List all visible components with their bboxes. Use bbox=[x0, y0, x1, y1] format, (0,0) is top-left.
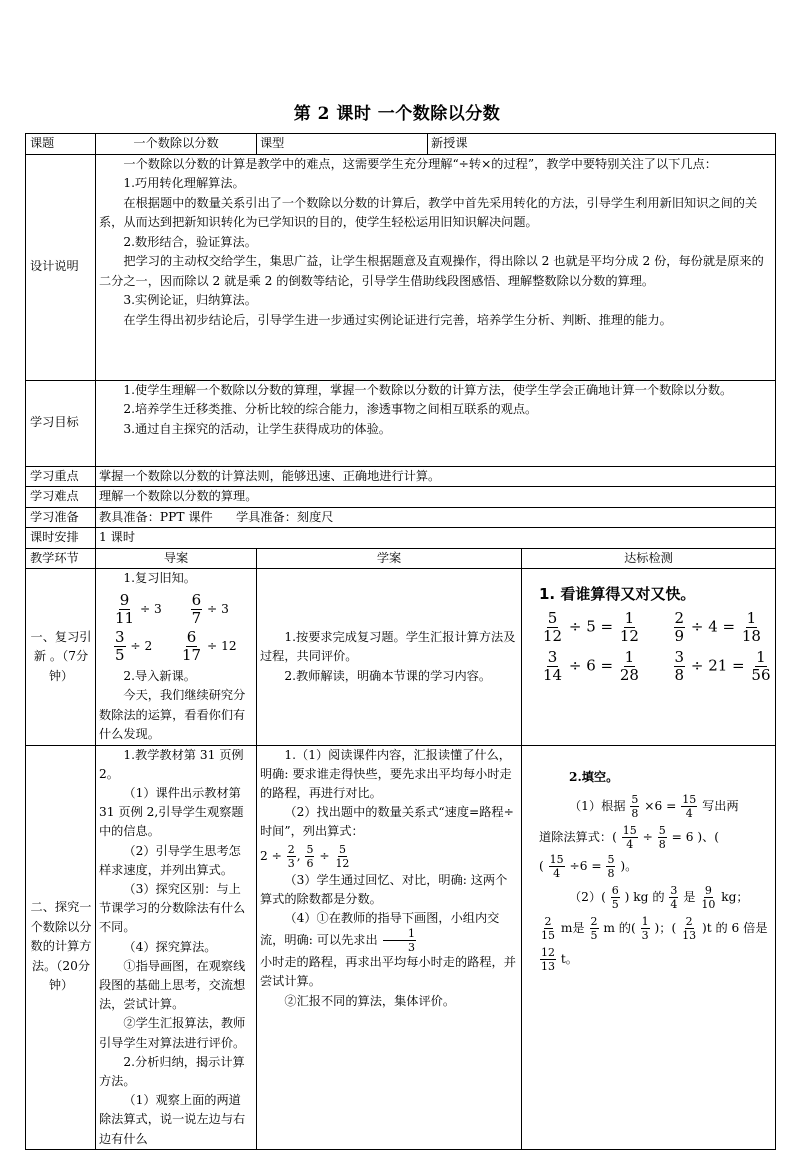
study-line-4b: 小时走的路程，再求出平均每小时走的路程，并尝试计算。 bbox=[260, 955, 516, 989]
fill-1a: （1）根据 bbox=[569, 798, 626, 813]
review-op-3: ÷ 2 bbox=[130, 638, 153, 653]
fill-2f: m 的( bbox=[603, 920, 636, 935]
fill-2g: )；( bbox=[654, 920, 677, 935]
fraction-6-7: $\frac{6}{7}$ bbox=[191, 590, 202, 627]
col-guide: 导案 bbox=[96, 548, 257, 569]
fraction-1-56: $\frac{1}{56}$ bbox=[751, 647, 771, 684]
prep-value: 教具准备：PPT 课件 学具准备：刻度尺 bbox=[96, 507, 776, 528]
col-study: 学案 bbox=[257, 548, 522, 569]
fraction-15-4-c: $\frac{15}{4}$ bbox=[549, 852, 564, 880]
fill-1d: )、( bbox=[697, 829, 720, 844]
fraction-6-5: $\frac{6}{5}$ bbox=[611, 883, 619, 911]
check-row-2 bbox=[541, 647, 772, 684]
guide-line-9: （1）观察上面的两道除法算式，说一说左边与右边有什么 bbox=[99, 1093, 246, 1146]
check-op-2: ÷ 4 = bbox=[690, 617, 736, 635]
page-title: 第 2 课时 一个数除以分数 bbox=[293, 104, 501, 124]
study-line-5: ②汇报不同的算法，集体评价。 bbox=[284, 993, 456, 1008]
study-expressions: 2 ÷ $\frac{2}{3}$ , $\frac{5}{6}$ ÷ $\frac{5}{12}$ bbox=[260, 842, 350, 870]
difficulty-row bbox=[26, 487, 776, 508]
fraction-3-4: $\frac{3}{4}$ bbox=[670, 883, 678, 911]
study-line-4a: （4）①在教师的指导下画图，小组内交流，明确: 可以先求出 bbox=[260, 910, 500, 948]
check-title: 1. 看谁算得又对又快。 bbox=[539, 585, 696, 603]
fraction-5-8: $\frac{5}{8}$ bbox=[631, 792, 639, 820]
section1-study-1: 1.按要求完成复习题。学生汇报计算方法及过程，共同评价。 bbox=[260, 629, 516, 663]
topic-value: 一个数除以分数 bbox=[96, 134, 257, 155]
fill-1b: 写出两 bbox=[702, 798, 739, 813]
fill-title: 2.填空。 bbox=[569, 769, 619, 784]
fraction-1-28: $\frac{1}{28}$ bbox=[619, 647, 639, 684]
fill-2a: （2）( bbox=[569, 889, 606, 904]
fraction-3-14: $\frac{3}{14}$ bbox=[543, 647, 563, 684]
review-problems-row-1 bbox=[113, 590, 253, 627]
intro-paragraph: 今天，我们继续研究分数除法的运算，看看你们有什么发现。 bbox=[99, 688, 246, 741]
check-op-1: ÷ 5 = bbox=[568, 617, 614, 635]
lesson-plan-table bbox=[25, 133, 776, 1150]
section1-check bbox=[522, 569, 776, 746]
fraction-3-5: $\frac{3}{5}$ bbox=[115, 627, 125, 664]
prep-label: 学习准备 bbox=[26, 507, 96, 528]
topic-row bbox=[26, 134, 776, 155]
topic-label: 课题 bbox=[26, 134, 96, 155]
fraction-1-3-b: $\frac{1}{3}$ bbox=[641, 914, 649, 942]
fraction-1-3: $\frac{1}{3}$ bbox=[383, 928, 416, 953]
fraction-1-18: $\frac{1}{18}$ bbox=[741, 608, 761, 645]
fill-line-5 bbox=[539, 916, 772, 941]
fraction-9-10: $\frac{9}{10}$ bbox=[701, 883, 716, 911]
study-line-3: （3）学生通过回忆、对比，明确: 这两个算式的除数都是分数。 bbox=[260, 872, 508, 906]
design-row bbox=[26, 154, 776, 380]
fill-2c: 是 bbox=[683, 889, 696, 904]
study-line-1: 1.（1）阅读课件内容，汇报读懂了什么，明确: 要求谁走得快些，要先求出平均每小时走的路程，再进行对比。 bbox=[260, 747, 512, 800]
design-paragraph-1: 在根据题中的数量关系引出了一个数除以分数的计算后，教学中首先采用转化的方法，引导学生利用新旧知识之间的关系，从而达到把新知识转化为已学知识的目的，使学生轻松运用旧知识解决问题。 bbox=[99, 195, 758, 229]
fraction-5-8-b: $\frac{5}{8}$ bbox=[658, 823, 666, 851]
design-intro: 一个数除以分数的计算是教学中的难点，这需要学生充分理解“÷转×的过程”，教学中要特别关注了以下几点： bbox=[123, 156, 717, 171]
key-point-label: 学习重点 bbox=[26, 466, 96, 487]
fraction-2-15: $\frac{2}{15}$ bbox=[541, 914, 555, 942]
fill-2h: )t 的 6 倍是 bbox=[701, 920, 768, 935]
fill-line-3: ( $\frac{15}{4}$ ÷6 = $\frac{5}{8}$ )。 bbox=[539, 852, 638, 880]
fill-2e: m是 bbox=[560, 920, 585, 935]
design-heading-1: 1.巧用转化理解算法。 bbox=[123, 176, 245, 190]
fill-line-2: 道除法算式：( $\frac{15}{4}$ ÷ $\frac{5}{8}$ = 6 )、( bbox=[539, 823, 720, 851]
review-op-4: ÷ 12 bbox=[206, 638, 237, 653]
fill-line-4 bbox=[569, 885, 772, 910]
guide-line-2: （1）课件出示教材第 31 页例 2,引导学生观察题中的信息。 bbox=[99, 785, 244, 839]
section1-study-2: 2.教师解读，明确本节课的学习内容。 bbox=[284, 668, 492, 683]
fraction-2-9: $\frac{2}{9}$ bbox=[674, 608, 685, 645]
column-header-row bbox=[26, 548, 776, 569]
fraction-15-4-b: $\frac{15}{4}$ bbox=[622, 823, 637, 851]
study-line-2: （2）找出题中的数量关系式“速度=路程÷时间”，列出算式： bbox=[260, 805, 514, 839]
fill-line-1: （1）根据 $\frac{5}{8}$ ×6 = $\frac{15}{4}$ 写出两 bbox=[569, 792, 739, 820]
guide-line-6: ①指导画图，在观察线段图的基础上思考，交流想法，尝试计算。 bbox=[99, 958, 246, 1012]
fill-2d: kg； bbox=[721, 889, 749, 904]
section2-study bbox=[257, 745, 522, 1149]
goal-1: 1.使学生理解一个数除以分数的算理，掌握一个数除以分数的计算方法，使学生学会正确地计算一个数除以分数。 bbox=[123, 382, 733, 397]
check-op-3: ÷ 6 = bbox=[568, 656, 614, 674]
goals-content bbox=[96, 380, 776, 466]
check-row-1 bbox=[541, 608, 772, 645]
section2-stage: 二、探究一个数除以分数的计算方法。（20分钟） bbox=[26, 745, 96, 1149]
section1-stage: 一、复习引 新 。（7分钟） bbox=[26, 569, 96, 746]
guide-line-5: （4）探究算法。 bbox=[123, 939, 217, 954]
review-op-1: ÷ 3 bbox=[139, 601, 162, 616]
section1-guide bbox=[96, 569, 257, 746]
schedule-row bbox=[26, 528, 776, 549]
review-heading: 1.复习旧知。 bbox=[123, 571, 196, 585]
goals-label: 学习目标 bbox=[26, 380, 96, 466]
check-op-4: ÷ 21 = bbox=[690, 656, 745, 674]
goal-2: 2.培养学生迁移类推、分析比较的综合能力，渗透事物之间相互联系的观点。 bbox=[123, 402, 538, 416]
guide-line-3: （2）引导学生思考怎样求速度，并列出算式。 bbox=[99, 843, 241, 877]
key-point-value: 掌握一个数除以分数的计算法则，能够迅速、正确地进行计算。 bbox=[96, 466, 776, 487]
fraction-15-4: $\frac{15}{4}$ bbox=[682, 792, 697, 820]
design-heading-3: 3.实例论证，归纳算法。 bbox=[123, 293, 257, 307]
fraction-12-13: $\frac{12}{13}$ bbox=[541, 945, 555, 973]
col-check: 达标检测 bbox=[522, 548, 776, 569]
guide-line-7: ②学生汇报算法，教师引导学生对算法进行评价。 bbox=[99, 1016, 246, 1050]
fraction-3-8: $\frac{3}{8}$ bbox=[674, 647, 685, 684]
fraction-1-12: $\frac{1}{12}$ bbox=[619, 608, 639, 645]
section1-row bbox=[26, 569, 776, 746]
review-problems-row-2 bbox=[113, 627, 253, 664]
fraction-6-17: $\frac{6}{17}$ bbox=[182, 627, 202, 664]
fraction-5-8-c: $\frac{5}{8}$ bbox=[607, 852, 615, 880]
section2-guide bbox=[96, 745, 257, 1149]
design-content bbox=[96, 154, 776, 380]
fraction-2-3: $\frac{2}{3}$ bbox=[287, 842, 295, 870]
type-value: 新授课 bbox=[428, 134, 776, 155]
schedule-label: 课时安排 bbox=[26, 528, 96, 549]
fraction-9-11: $\frac{9}{11}$ bbox=[115, 590, 135, 627]
fill-line-6 bbox=[539, 947, 772, 972]
col-stage: 教学环节 bbox=[26, 548, 96, 569]
fraction-5-12: $\frac{5}{12}$ bbox=[543, 608, 563, 645]
fraction-2-5: $\frac{2}{5}$ bbox=[590, 914, 598, 942]
difficulty-value: 理解一个数除以分数的算理。 bbox=[96, 487, 776, 508]
goals-row bbox=[26, 380, 776, 466]
design-label: 设计说明 bbox=[26, 154, 96, 380]
design-heading-2: 2.数形结合，验证算法。 bbox=[123, 234, 257, 249]
key-point-row bbox=[26, 466, 776, 487]
fill-2b: ) kg 的 bbox=[624, 889, 665, 904]
guide-line-4: （3）探究区别：与上节课学习的分数除法有什么不同。 bbox=[99, 881, 246, 935]
type-label: 课型 bbox=[257, 134, 428, 155]
fill-1c: 道除法算式：( bbox=[539, 829, 617, 844]
guide-line-1: 1.教学教材第 31 页例 2。 bbox=[99, 747, 244, 781]
fill-2i: t。 bbox=[560, 951, 578, 966]
fill-1e: )。 bbox=[620, 858, 638, 873]
schedule-value: 1 课时 bbox=[96, 528, 776, 549]
design-paragraph-2: 把学习的主动权交给学生，集思广益，让学生根据题意及直观操作，得出除以 2 也就是平均分成 2 份，每份就是原来的二分之一，因而除以 2 就是乘 2 的倒数等结论，引导学生借助线段图感悟、理解整数除以分数的算理。 bbox=[99, 254, 764, 288]
goal-3: 3.通过自主探究的活动，让学生获得成功的体验。 bbox=[123, 421, 391, 436]
difficulty-label: 学习难点 bbox=[26, 487, 96, 508]
fraction-2-13: $\frac{2}{13}$ bbox=[682, 914, 697, 942]
section1-study bbox=[257, 569, 522, 746]
study-line-4 bbox=[260, 909, 518, 953]
design-paragraph-3: 在学生得出初步结论后，引导学生进一步通过实例论证进行完善，培养学生分析、判断、推理的能力。 bbox=[123, 312, 672, 327]
fraction-5-6: $\frac{5}{6}$ bbox=[306, 842, 314, 870]
section2-row bbox=[26, 745, 776, 1149]
guide-line-8: 2.分析归纳，揭示计算方法。 bbox=[99, 1054, 245, 1088]
review-op-2: ÷ 3 bbox=[206, 601, 229, 616]
intro-heading: 2.导入新课。 bbox=[123, 668, 196, 683]
prep-row bbox=[26, 507, 776, 528]
section2-check bbox=[522, 745, 776, 1149]
fraction-5-12-b: $\frac{5}{12}$ bbox=[335, 842, 350, 870]
